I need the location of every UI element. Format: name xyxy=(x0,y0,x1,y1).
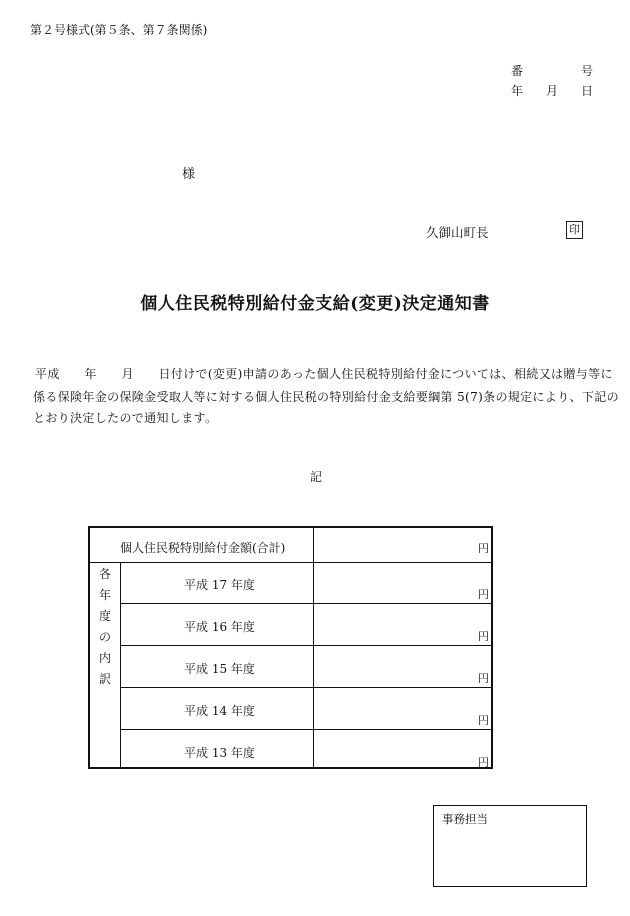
table-divider xyxy=(313,528,314,767)
table-divider xyxy=(120,645,491,646)
year-row-label: 平成 16 年度 xyxy=(184,620,255,634)
total-amount-yen: 円 xyxy=(478,542,489,555)
ki-heading: 記 xyxy=(310,470,323,484)
amount-table xyxy=(88,526,493,769)
year-row-label: 平成 17 年度 xyxy=(184,578,255,592)
breakdown-char: 度 xyxy=(98,609,111,623)
ref-date-year: 年 xyxy=(511,84,524,98)
form-number: 第２号様式(第５条、第７条関係) xyxy=(30,23,208,37)
document-title: 個人住民税特別給付金支給(変更)決定通知書 xyxy=(140,294,490,314)
clerk-box xyxy=(433,805,587,887)
ref-date-month: 月 xyxy=(546,84,559,98)
year-row-label: 平成 13 年度 xyxy=(184,746,255,760)
year-row-yen: 円 xyxy=(478,630,489,643)
table-divider xyxy=(120,729,491,730)
total-amount-label: 個人住民税特別給付金額(合計) xyxy=(120,541,286,555)
issuer-title: 久御山町長 xyxy=(426,225,489,240)
breakdown-char: 年 xyxy=(98,588,111,602)
year-row-yen: 円 xyxy=(478,756,489,769)
addressee-suffix: 様 xyxy=(182,167,196,182)
breakdown-char: 各 xyxy=(98,567,111,581)
ref-number-ban: 番 xyxy=(511,64,524,78)
year-row-label: 平成 15 年度 xyxy=(184,662,255,676)
year-row-yen: 円 xyxy=(478,588,489,601)
ref-number-go: 号 xyxy=(581,64,594,78)
seal-mark: 印 xyxy=(566,221,583,239)
table-divider xyxy=(90,562,491,563)
table-divider xyxy=(120,603,491,604)
body-text-line: 係る保険年金の保険金受取人等に対する個人住民税の特別給付金支給要綱第 5(7)条の規定により、下記の xyxy=(33,390,619,404)
year-row-label: 平成 14 年度 xyxy=(184,704,255,718)
breakdown-label xyxy=(90,564,120,690)
breakdown-char: 訳 xyxy=(98,672,111,686)
breakdown-char: 内 xyxy=(98,651,111,665)
year-row-yen: 円 xyxy=(478,714,489,727)
body-text-line: 平成 年 月 日付けで(変更)申請のあった個人住民税特別給付金については、相続又は贈与等に xyxy=(35,367,613,381)
body-text-line: とおり決定したので通知します。 xyxy=(33,411,218,425)
breakdown-char: の xyxy=(98,630,111,644)
table-divider xyxy=(120,562,121,767)
table-divider xyxy=(120,687,491,688)
ref-date-day: 日 xyxy=(581,84,594,98)
year-row-yen: 円 xyxy=(478,672,489,685)
clerk-label: 事務担当 xyxy=(442,812,488,826)
